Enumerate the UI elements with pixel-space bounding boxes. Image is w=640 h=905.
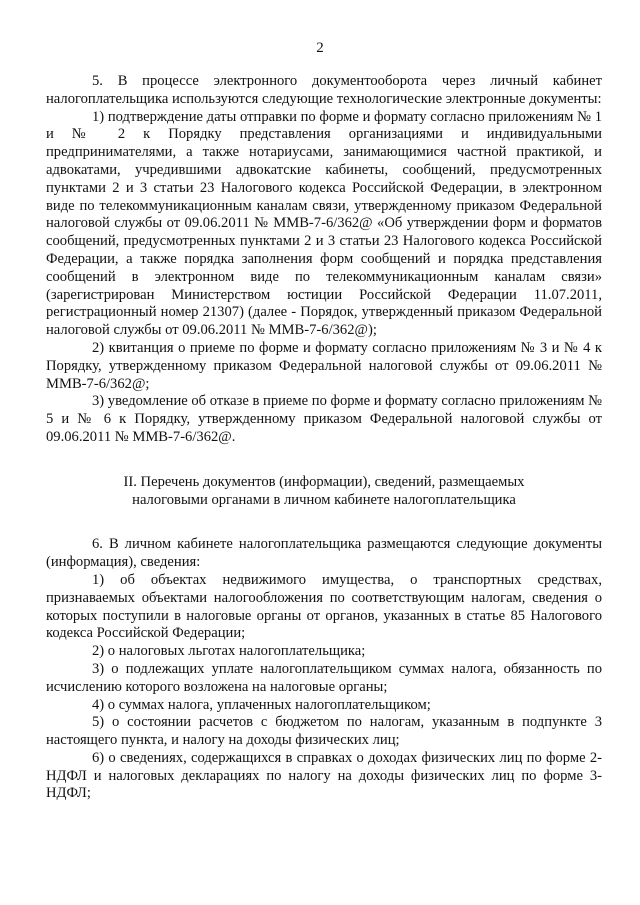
item-5-3: 3) уведомление об отказе в приеме по форме и формату согласно приложениям № 5 и № 6 к Порядку, утвержденному приказом Федеральной налоговой службы от 09.06.2011 № ММВ-7-6/362@.: [46, 393, 603, 445]
item-5-1: 1) подтверждение даты отправки по форме и формату согласно приложениям № 1 и № 2 к Порядку представления организациями и индивидуальными предпринимателями, а также нотариусами, занимающимися частной практикой, и адвокатами, учредившими адвокатские кабинеты, сообщений, предусмотренных пунктами 2 и 3 статьи 23 Налогового кодекса Российской Федерации, в электронном виде по телекоммуникационным каналам связи, утвержденному приказом Федеральной налоговой службы от 09.06.2011 № ММВ-7-6/362@ «Об утверждении форм и форматов сообщений, предусмотренных пунктами 2 и 3 статьи 23 Налогового кодекса Российской Федерации, а также порядка заполнения форм сообщений и порядка представления сообщений в электронном виде по телекоммуникационным каналам связи» (зарегистрирован Министерством юстиции Российской Федерации 11.07.2011, регистрационный номер 21307) (далее - Порядок, утвержденный приказом Федеральной налоговой службы от 09.06.2011 № ММВ-7-6/362@);: [46, 108, 602, 339]
page-number: 2: [316, 40, 324, 56]
document-body: [46, 73, 602, 803]
item-6-6: 6) о сведениях, содержащихся в справках о доходах физических лиц по форме 2-НДФЛ и налоговых декларациях по налогу на доходы физических лиц по форме 3-НДФЛ;: [46, 749, 602, 802]
paragraph-6: 6. В личном кабинете налогоплательщика размещаются следующие документы (информация), сведения:: [46, 536, 602, 571]
item-6-5: 5) о состоянии расчетов с бюджетом по налогам, указанным в подпункте 3 настоящего пункта, и налогу на доходы физических лиц;: [46, 714, 602, 749]
paragraph-5: 5. В процессе электронного документооборота через личный кабинет налогоплательщика используются следующие технологические электронные документы:: [46, 73, 602, 107]
item-6-3: 3) о подлежащих уплате налогоплательщиком суммах налога, обязанность по исчислению которого возложена на налоговые органы;: [46, 660, 602, 695]
section-heading-line-1: II. Перечень документов (информации), сведений, размещаемых: [123, 473, 525, 490]
item-5-2: 2) квитанция о приеме по форме и формату согласно приложениям № 3 и № 4 к Порядку, утвержденному приказом Федеральной налоговой службы от 09.06.2011 № ММВ-7-6/362@;: [46, 339, 602, 392]
section-heading-line-2: налоговыми органами в личном кабинете налогоплательщика: [132, 491, 516, 508]
item-6-4: 4) о суммах налога, уплаченных налогоплательщиком;: [92, 696, 431, 713]
item-6-1: 1) об объектах недвижимого имущества, о транспортных средствах, признаваемых объектами налогообложения по соответствующим налогам, сведения о которых поступили в налоговые органы от органов, указанных в статье 85 Налогового кодекса Российской Федерации;: [46, 571, 602, 642]
item-6-2: 2) о налоговых льготах налогоплательщика;: [92, 643, 366, 660]
